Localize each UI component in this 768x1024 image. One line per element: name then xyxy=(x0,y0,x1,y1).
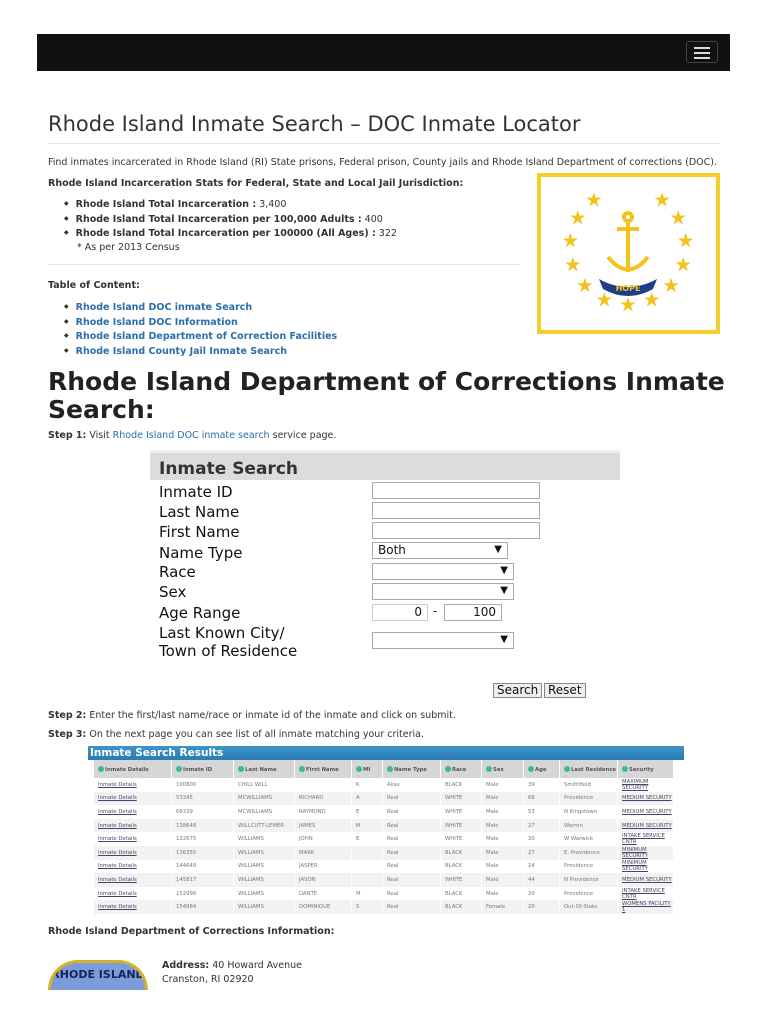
toc-item xyxy=(64,329,337,344)
table-cell xyxy=(352,873,382,887)
table-cell: RAYMOND xyxy=(299,808,326,815)
table-cell: 44 xyxy=(524,873,559,887)
table-cell: WILLCUTT-LEMER xyxy=(234,819,294,833)
inmate-details-link[interactable]: Inmate Details xyxy=(94,846,171,860)
table-cell: WILLIAMS xyxy=(238,863,264,870)
inmate-details-link[interactable]: Inmate Details xyxy=(98,863,137,870)
flag-star xyxy=(570,210,585,225)
table-cell: 68 xyxy=(524,792,559,806)
security-link[interactable]: WOMENS FACILITY 1 xyxy=(618,900,673,914)
table-cell: 145817 xyxy=(172,873,233,887)
city-select[interactable] xyxy=(372,632,514,649)
table-cell: E xyxy=(356,808,360,815)
table-cell xyxy=(295,778,351,792)
security-link[interactable]: MINIMUM SECURITY xyxy=(618,846,673,860)
flag-star xyxy=(597,292,612,307)
table-cell: JAMES xyxy=(295,819,351,833)
table-cell: BLACK xyxy=(445,890,463,897)
table-cell: CHILL WILL xyxy=(238,781,268,788)
column-header[interactable] xyxy=(172,760,233,778)
table-cell: Providence xyxy=(560,792,617,806)
step-1 xyxy=(48,430,336,441)
doc-info-heading: Rhode Island Department of Corrections Information: xyxy=(48,926,335,937)
table-cell: MARK xyxy=(295,846,351,860)
field-label: Name Type xyxy=(159,544,243,562)
table-cell: Real xyxy=(383,819,440,833)
rhode-island-flag xyxy=(537,173,720,334)
sex-select[interactable] xyxy=(372,583,514,600)
table-cell: Male xyxy=(486,863,499,870)
last-name-input[interactable] xyxy=(372,502,540,519)
table-cell: E xyxy=(356,836,360,843)
age-from-input[interactable]: 0 xyxy=(372,604,428,621)
toc-link[interactable]: Rhode Island County Jail Inmate Search xyxy=(75,345,288,357)
results-header-row xyxy=(94,760,673,778)
security-link[interactable]: INTAKE SERVICE CNTR xyxy=(622,887,665,900)
sort-icon xyxy=(176,766,182,772)
stats-heading: Rhode Island Incarceration Stats for Federal, State and Local Jail Jurisdiction: xyxy=(48,178,464,189)
address-line-1: 40 Howard Avenue xyxy=(209,960,302,971)
flag-emblem-icon xyxy=(541,177,716,330)
table-cell: M xyxy=(352,819,382,833)
address-line-2: Cranston, RI 02920 xyxy=(162,973,254,985)
table-cell: WHITE xyxy=(445,808,463,815)
table-cell: K xyxy=(356,781,360,788)
step-text: On the next page you can see list of all inmate matching your criteria. xyxy=(86,729,424,740)
race-select[interactable] xyxy=(372,563,514,580)
inmate-details-link[interactable]: Inmate Details xyxy=(94,900,171,914)
field-label: Last Known City/ xyxy=(159,624,285,642)
security-link[interactable]: MEDIUM SECURITY xyxy=(622,808,672,815)
table-cell: WHITE xyxy=(441,873,481,887)
sort-icon xyxy=(238,766,244,772)
table-cell: Male xyxy=(486,836,499,843)
toc-item xyxy=(64,315,337,330)
reset-button[interactable]: Reset xyxy=(544,683,586,698)
stat-item xyxy=(64,226,397,241)
table-cell: N Providence xyxy=(560,873,617,887)
toc-heading: Table of Content: xyxy=(48,280,140,291)
flag-star xyxy=(563,233,578,248)
flag-star xyxy=(565,257,580,272)
table-cell: 152996 xyxy=(176,890,197,897)
flag-star xyxy=(671,210,686,225)
table-cell: 30 xyxy=(528,836,535,843)
inmate-id-input[interactable] xyxy=(372,482,540,499)
table-cell: 154984 xyxy=(172,900,233,914)
stat-item xyxy=(64,212,397,227)
column-header-label: MI xyxy=(363,766,371,773)
divider xyxy=(48,143,720,144)
table-cell: A xyxy=(352,792,382,806)
table-cell: WILLIAMS xyxy=(234,846,294,860)
sort-icon xyxy=(564,766,570,772)
sort-icon xyxy=(299,766,305,772)
table-cell: WILLIAMS xyxy=(238,890,264,897)
table-cell: M xyxy=(356,890,361,897)
step-text: service page. xyxy=(269,430,337,441)
step-label: Step 3: xyxy=(48,729,87,740)
column-header-label: Last Name xyxy=(245,766,277,773)
table-cell: 24 xyxy=(528,863,535,870)
page-title: Rhode Island Inmate Search – DOC Inmate Locator xyxy=(48,112,581,136)
field-label: Last Name xyxy=(159,503,240,521)
column-header[interactable] xyxy=(524,760,559,778)
table-cell: Real xyxy=(387,808,399,815)
security-link[interactable]: MEDIUM SECURITY xyxy=(618,792,673,806)
column-header-label: Last Residence xyxy=(571,766,617,773)
flag-star xyxy=(586,192,601,206)
menu-icon-bar xyxy=(694,52,710,54)
column-header-label: Inmate ID xyxy=(183,766,213,773)
table-cell: WILLIAMS xyxy=(238,836,264,843)
hamburger-menu-button[interactable] xyxy=(686,41,718,63)
table-row xyxy=(94,887,673,901)
table-cell: S xyxy=(352,900,382,914)
toc-link[interactable]: Rhode Island Department of Correction Facilities xyxy=(75,331,338,342)
table-cell: 20 xyxy=(528,890,535,897)
table-cell: Male xyxy=(482,873,523,887)
table-cell: 27 xyxy=(524,846,559,860)
table-cell: Real xyxy=(383,873,440,887)
column-header-label: Sex xyxy=(493,766,504,773)
sort-icon xyxy=(486,766,492,772)
column-header-label: Name Type xyxy=(394,766,427,773)
sort-icon xyxy=(98,766,104,772)
table-cell: WHITE xyxy=(445,836,463,843)
table-cell: DANTE xyxy=(299,890,318,897)
table-cell: E. Providence xyxy=(560,846,617,860)
inmate-details-link[interactable]: Inmate Details xyxy=(98,836,137,843)
name-type-select[interactable]: Both ▼ xyxy=(372,542,508,559)
table-cell: N Kingstown xyxy=(564,808,598,815)
intro-text: Find inmates incarcerated in Rhode Island (RI) State prisons, Federal prison, County jails and Rhode Island Department of corrections (DOC). xyxy=(48,157,717,168)
menu-icon xyxy=(694,47,710,49)
table-cell: Male xyxy=(486,890,499,897)
field-label: First Name xyxy=(159,523,240,541)
table-cell: JASON xyxy=(295,873,351,887)
divider xyxy=(48,264,520,265)
column-header-label: Security xyxy=(629,766,654,773)
results-table xyxy=(93,760,674,914)
table-row xyxy=(94,778,673,792)
table-cell: Female xyxy=(482,900,523,914)
inmate-details-link[interactable]: Inmate Details xyxy=(98,890,137,897)
table-cell: 144649 xyxy=(176,863,197,870)
first-name-input[interactable] xyxy=(372,522,540,539)
column-header-label: First Name xyxy=(306,766,339,773)
search-results-screenshot xyxy=(88,746,684,918)
security-link[interactable]: MEDIUM SECURITY xyxy=(618,873,673,887)
table-cell: Real xyxy=(383,846,440,860)
column-header[interactable] xyxy=(94,760,171,778)
inmate-details-link[interactable]: Inmate Details xyxy=(98,781,137,788)
table-cell: MCWILLIAMS xyxy=(238,808,273,815)
stat-value: 3,400 xyxy=(256,199,287,210)
sort-icon xyxy=(445,766,451,772)
stat-label: Rhode Island Total Incarceration : xyxy=(75,199,257,210)
step-text: Enter the first/last name/race or inmate id of the inmate and click on submit. xyxy=(86,710,456,721)
doc-address xyxy=(162,959,302,986)
sort-icon xyxy=(356,766,362,772)
table-cell: BLACK xyxy=(445,863,463,870)
table-cell: Real xyxy=(383,900,440,914)
inmate-search-form-screenshot xyxy=(150,450,620,665)
table-row xyxy=(94,832,673,846)
column-header[interactable] xyxy=(441,760,481,778)
table-cell: Male xyxy=(486,781,499,788)
toc-list xyxy=(64,300,337,358)
menu-icon-bar xyxy=(694,57,710,59)
column-header[interactable] xyxy=(234,760,294,778)
stat-label: Rhode Island Total Incarceration per 100000 (All Ages) : xyxy=(75,228,376,239)
sort-icon xyxy=(622,766,628,772)
sort-icon xyxy=(528,766,534,772)
column-header[interactable] xyxy=(295,760,351,778)
table-cell: Male xyxy=(482,846,523,860)
table-cell: BLACK xyxy=(441,846,481,860)
top-navbar xyxy=(37,34,730,71)
table-row xyxy=(94,860,673,874)
table-cell: BLACK xyxy=(441,900,481,914)
table-row xyxy=(94,900,673,914)
flag-star xyxy=(620,297,635,312)
stat-value: 322 xyxy=(375,228,397,239)
flag-star xyxy=(678,233,693,248)
table-cell: Out-Of-State xyxy=(560,900,617,914)
table-cell: Warren xyxy=(560,819,617,833)
table-cell: 138648 xyxy=(172,819,233,833)
flag-star xyxy=(577,278,592,293)
table-cell: MCWILLIAMS xyxy=(234,792,294,806)
sort-icon xyxy=(387,766,393,772)
table-row xyxy=(94,792,673,806)
stat-value: 400 xyxy=(361,213,383,225)
table-row xyxy=(94,805,673,819)
table-cell: 100800 xyxy=(176,781,197,788)
stat-label: Rhode Island Total Incarceration per 100,000 Adults : xyxy=(75,213,362,225)
toc-link[interactable]: Rhode Island DOC Information xyxy=(75,316,238,328)
table-cell: RICHARD xyxy=(295,792,351,806)
table-cell: 39 xyxy=(528,781,535,788)
column-header-label: Race xyxy=(452,766,467,773)
table-cell: Male xyxy=(482,792,523,806)
table-cell: Real xyxy=(387,890,399,897)
field-label: Sex xyxy=(159,583,187,601)
column-header[interactable] xyxy=(618,760,673,778)
column-header[interactable] xyxy=(482,760,523,778)
search-button[interactable]: Search xyxy=(493,683,542,698)
address-label: Address: xyxy=(162,960,210,971)
toc-item xyxy=(64,300,337,315)
table-cell: W Warwick xyxy=(564,836,594,843)
security-link[interactable]: INTAKE SERVICE CNTR xyxy=(622,833,665,846)
column-header-label: Inmate Details xyxy=(105,766,149,773)
step-label: Step 2: xyxy=(48,710,87,721)
table-cell: Male xyxy=(486,808,499,815)
field-label: Age Range xyxy=(159,604,241,622)
table-cell: JOHN xyxy=(299,836,313,843)
toc-link[interactable]: Rhode Island DOC inmate Search xyxy=(75,302,253,313)
column-header[interactable] xyxy=(352,760,382,778)
table-cell: Real xyxy=(383,792,440,806)
security-link[interactable]: MINIMUM SECURITY xyxy=(622,860,648,873)
table-cell: 27 xyxy=(524,819,559,833)
security-link[interactable]: MEDIUM SECURITY xyxy=(618,819,673,833)
step-label: Step 1: xyxy=(48,430,87,441)
column-header[interactable] xyxy=(560,760,617,778)
table-cell: Real xyxy=(387,836,399,843)
table-cell: 132675 xyxy=(176,836,197,843)
column-header[interactable] xyxy=(383,760,440,778)
age-separator: - xyxy=(433,604,438,618)
form-title: Inmate Search xyxy=(150,450,620,480)
table-cell: 53345 xyxy=(172,792,233,806)
inmate-details-link[interactable]: Inmate Details xyxy=(98,808,137,815)
step-2 xyxy=(48,710,456,721)
table-cell: 136355 xyxy=(172,846,233,860)
column-header-label: Age xyxy=(535,766,547,773)
step-text: Visit xyxy=(86,430,113,441)
ri-doc-patch-logo: RHODE ISLAND xyxy=(48,960,148,990)
table-row xyxy=(94,873,673,887)
doc-search-link[interactable]: Rhode Island DOC inmate search xyxy=(112,430,270,441)
table-cell xyxy=(352,846,382,860)
table-cell: WILLIAMS xyxy=(234,900,294,914)
section-title: Rhode Island Department of Corrections Inmate Search: xyxy=(48,367,725,424)
table-cell: JASPER xyxy=(299,863,318,870)
flag-motto: HOPE xyxy=(615,284,641,293)
table-row xyxy=(94,846,673,860)
field-label: Race xyxy=(159,563,196,581)
toc-item xyxy=(64,344,337,359)
table-cell: 66339 xyxy=(176,808,193,815)
step-3 xyxy=(48,729,424,740)
inmate-details-link[interactable]: Inmate Details xyxy=(94,873,171,887)
flag-star xyxy=(644,292,659,307)
table-cell: Real xyxy=(387,863,399,870)
table-cell: WHITE xyxy=(441,819,481,833)
table-cell: Male xyxy=(482,819,523,833)
census-note: * As per 2013 Census xyxy=(77,241,180,253)
results-title: Inmate Search Results xyxy=(88,746,684,760)
field-label: Town of Residence xyxy=(159,642,298,660)
table-cell: Alias xyxy=(387,781,400,788)
stat-item xyxy=(64,197,397,212)
table-cell: 20 xyxy=(524,900,559,914)
flag-star xyxy=(655,192,670,206)
security-link[interactable]: MAXIMUM SECURITY xyxy=(622,778,649,791)
field-label: Inmate ID xyxy=(159,483,233,501)
table-cell: Smithfield xyxy=(564,781,591,788)
table-row xyxy=(94,819,673,833)
table-cell: DOMINIQUE xyxy=(295,900,351,914)
table-cell: Providence xyxy=(564,890,594,897)
stats-list xyxy=(64,197,397,254)
table-cell: Providence xyxy=(564,863,594,870)
table-cell xyxy=(352,860,382,874)
table-cell: BLACK xyxy=(445,781,463,788)
flag-star xyxy=(664,278,679,293)
table-cell: WILLIAMS xyxy=(234,873,294,887)
flag-star xyxy=(676,257,691,272)
inmate-details-link[interactable]: Inmate Details xyxy=(94,792,171,806)
inmate-details-link[interactable]: Inmate Details xyxy=(94,819,171,833)
table-cell: 53 xyxy=(528,808,535,815)
age-to-input[interactable]: 100 xyxy=(444,604,502,621)
table-cell: WHITE xyxy=(441,792,481,806)
